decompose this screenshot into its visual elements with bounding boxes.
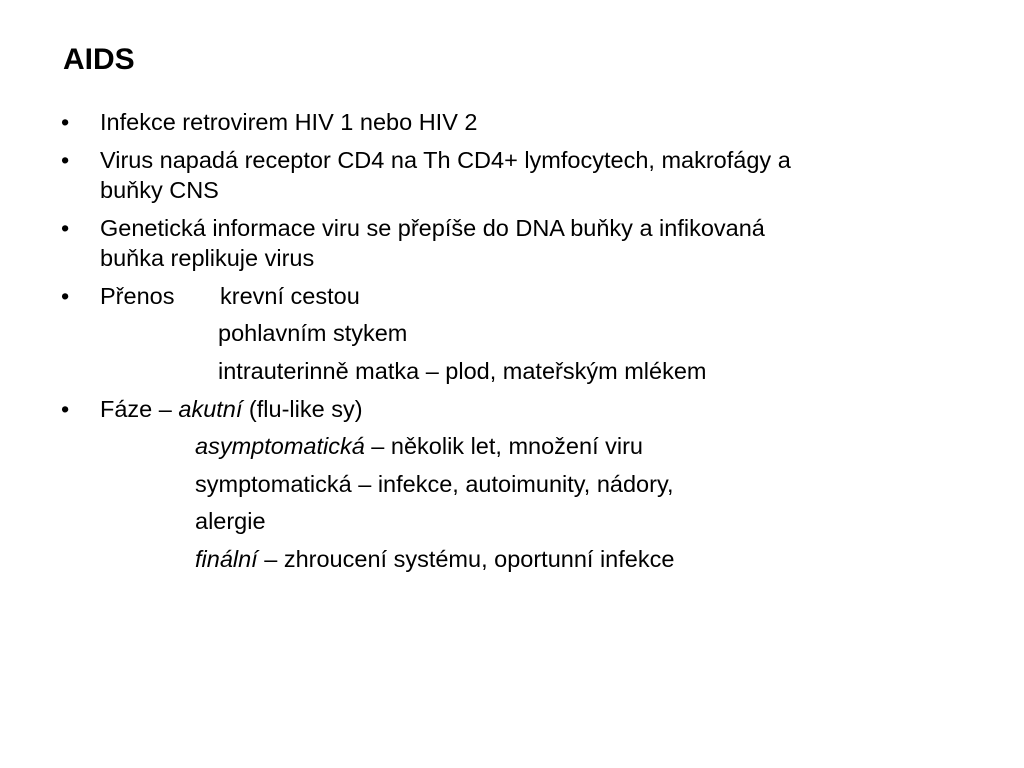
phase-asymptomatic-desc: – několik let, množení viru	[364, 433, 643, 459]
phase-acute-name: akutní	[178, 396, 243, 422]
bullet-dot: •	[61, 109, 70, 135]
phase-symptomatic	[195, 469, 673, 499]
bullet-2-line-2: buňky CNS	[100, 177, 219, 203]
phase-final-name: finální	[195, 546, 258, 572]
slide-title: AIDS	[63, 43, 135, 76]
bullet-dot: •	[61, 283, 70, 309]
bullet-dot: •	[61, 396, 70, 422]
phase-symptomatic-desc: symptomatická – infekce, autoimunity, nádory,	[195, 471, 674, 497]
phases-line-1	[100, 394, 363, 424]
transmission-route-1: krevní cestou	[220, 283, 360, 309]
phase-symptomatic-desc-cont: alergie	[195, 508, 266, 534]
phases-label: Fáze –	[100, 396, 172, 422]
transmission-label: Přenos	[100, 283, 175, 309]
bullet-dot: •	[61, 215, 70, 241]
bullet-2-line-1: Virus napadá receptor CD4 na Th CD4+ lymfocytech, makrofágy a	[100, 147, 791, 173]
bullet-3-line-2: buňka replikuje virus	[100, 245, 315, 271]
bullet-1-line-1: Infekce retrovirem HIV 1 nebo HIV 2	[100, 109, 478, 135]
bullet-dot: •	[61, 147, 70, 173]
phase-final-desc: – zhroucení systému, oportunní infekce	[257, 546, 675, 572]
phase-symptomatic-cont	[195, 506, 266, 536]
phase-asymptomatic	[195, 431, 643, 461]
phase-final	[195, 544, 674, 574]
transmission-route-2: pohlavním stykem	[218, 320, 408, 346]
phase-asymptomatic-name: asymptomatická	[195, 433, 365, 459]
bullet-3-line-1: Genetická informace viru se přepíše do DNA buňky a infikovaná	[100, 215, 765, 241]
transmission-route-3: intrauterinně matka – plod, mateřským mlékem	[218, 358, 707, 384]
phase-acute-desc: (flu-like sy)	[242, 396, 363, 422]
